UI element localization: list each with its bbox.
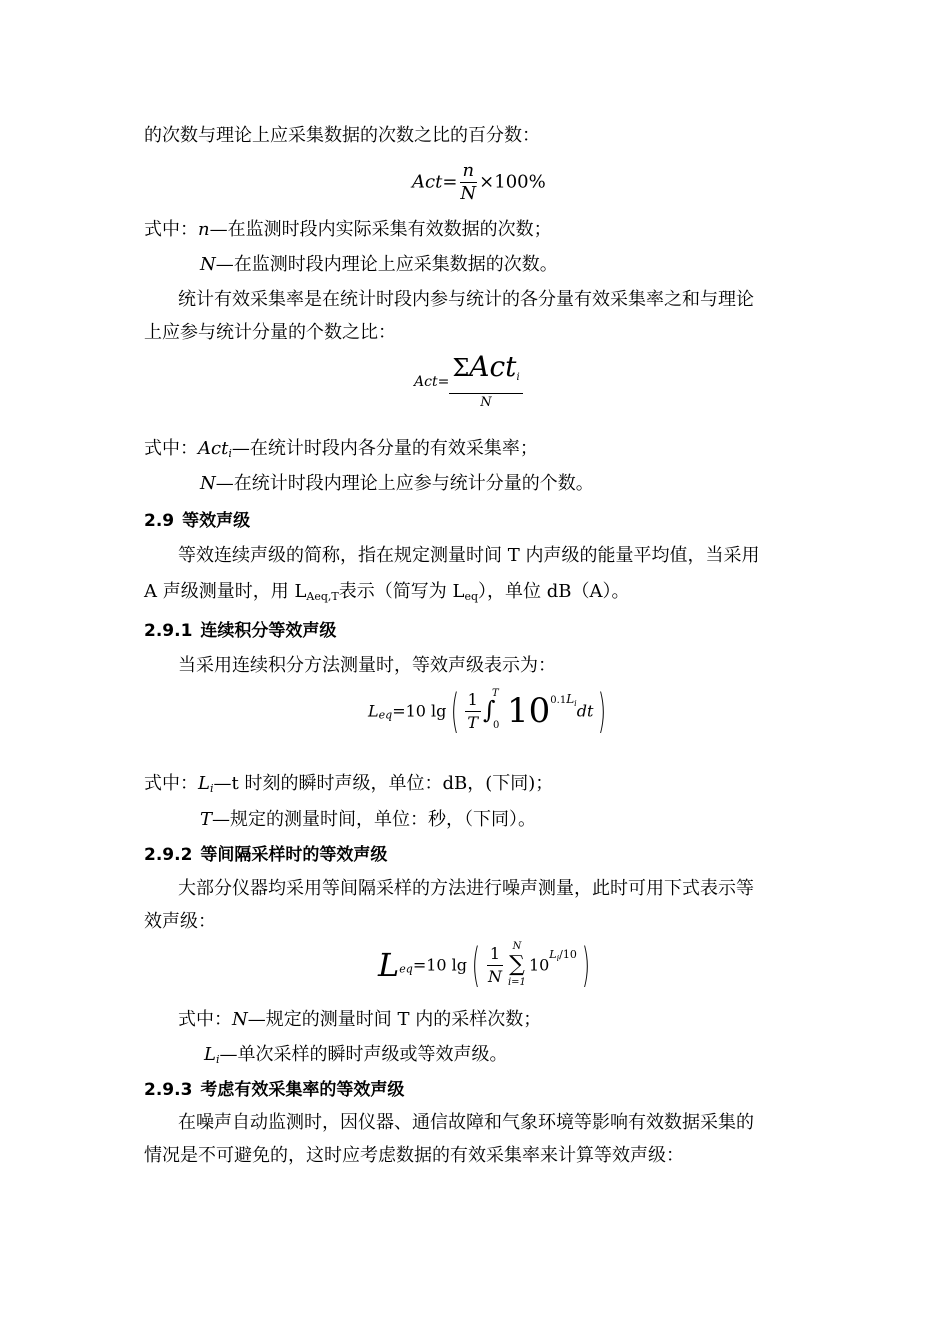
- paragraph-text: 统计有效采集率是在统计时段内参与统计的各分量有效采集率之和与理论: [178, 289, 754, 310]
- formula-statistical-act: Act= $\frac{\Sigma Act_i}{N}$: [414, 352, 523, 412]
- section-heading: 2.9.2 等间隔采样时的等效声级: [144, 845, 388, 865]
- section-heading: 2.9.1 连续积分等效声级: [144, 621, 337, 641]
- paragraph-text: 等效连续声级的简称，指在规定测量时间 T 内声级的能量平均值，当采用: [178, 545, 760, 566]
- formula-sampled-leq: $L_{eq}=10$ lg ( $\frac{1}{N}$ N ∑ i=1 $10L_i/10$ ): [378, 938, 590, 992]
- definition-line: 式中：$L_i—t$ 时刻的瞬时声级，单位：dB，(下同)；: [144, 773, 554, 795]
- formula-act: Act= $\frac{n}{N}$ ×100%: [412, 160, 546, 204]
- paragraph-text: 效声级：: [144, 911, 216, 932]
- paragraph-text: A 声级测量时，用 $L_{Aeq,T}$表示（简写为 $L_{eq}$），单位 dB（A）。: [144, 581, 630, 603]
- paragraph-text: 上应参与统计分量的个数之比：: [144, 322, 396, 343]
- definition-line: N—在统计时段内理论上应参与统计分量的个数。: [200, 473, 594, 494]
- section-heading: 2.9 等效声级: [144, 511, 251, 531]
- section-heading: 2.9.3 考虑有效采集率的等效声级: [144, 1080, 405, 1100]
- definition-line: N—在监测时段内理论上应采集数据的次数。: [200, 254, 558, 275]
- paragraph-text: 情况是不可避免的，这时应考虑数据的有效采集率来计算等效声级：: [144, 1145, 684, 1166]
- paragraph-text: 大部分仪器均采用等间隔采样的方法进行噪声测量，此时可用下式表示等: [178, 878, 754, 899]
- paragraph-text: 的次数与理论上应采集数据的次数之比的百分数：: [144, 125, 540, 146]
- definition-line: 式中：Act$_i$—在统计时段内各分量的有效采集率；: [144, 438, 538, 460]
- definition-line: 式中：N—规定的测量时间 T 内的采样次数；: [178, 1009, 542, 1030]
- paragraph-text: 在噪声自动监测时，因仪器、通信故障和气象环境等影响有效数据采集的: [178, 1112, 754, 1133]
- definition-line: T—规定的测量时间，单位：秒，（下同）。: [200, 809, 537, 830]
- definition-line: 式中：n—在监测时段内实际采集有效数据的次数；: [144, 219, 552, 240]
- formula-continuous-leq: $L_{eq}=10$ lg ( $\frac{1}{T}$ ∫ T 0 $100.1L_idt$ ): [368, 684, 607, 738]
- paragraph-text: 当采用连续积分方法测量时，等效声级表示为：: [178, 655, 556, 676]
- definition-line: $L_i—$单次采样的瞬时声级或等效声级。: [204, 1044, 508, 1066]
